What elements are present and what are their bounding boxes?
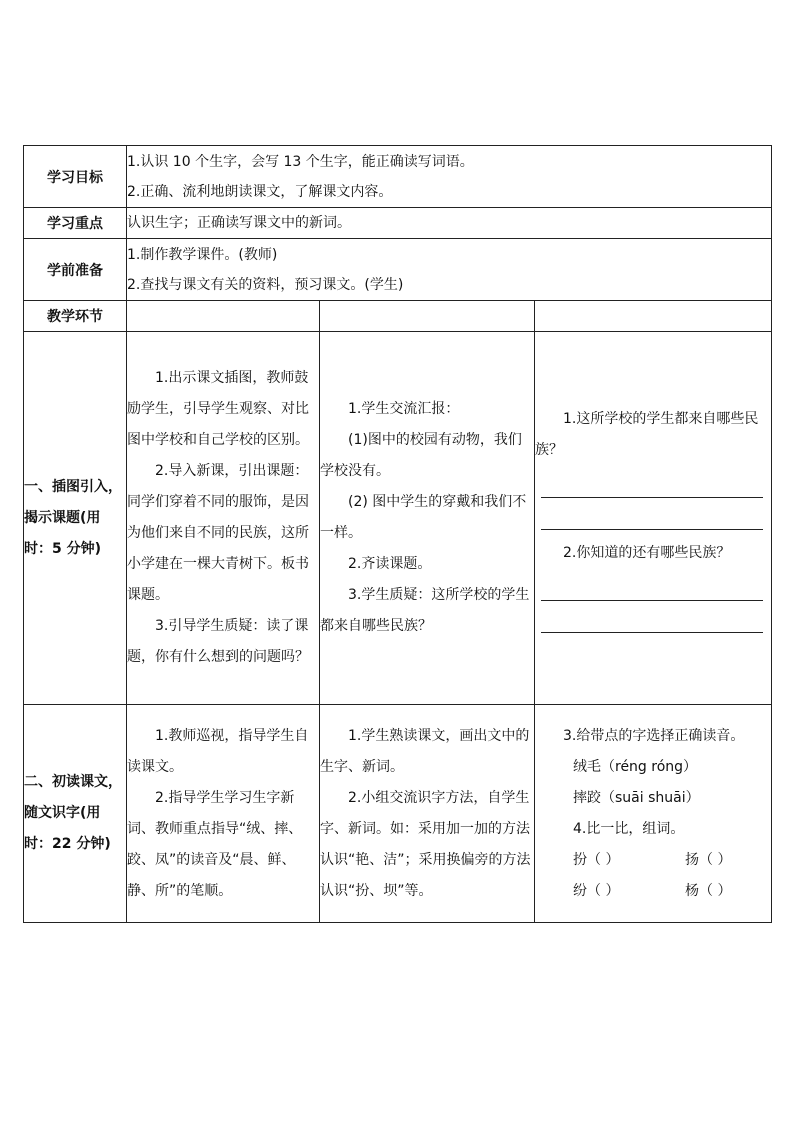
answer-line[interactable] <box>541 466 763 498</box>
row-learning-focus <box>24 208 772 239</box>
stages-header-teacher <box>127 301 320 332</box>
stage-1-exercise <box>535 332 772 705</box>
stage-1-student <box>320 332 535 705</box>
lesson-plan-table <box>23 145 772 923</box>
answer-line[interactable] <box>541 498 763 530</box>
prep-item-1: 1.制作教学课件。(教师) <box>127 246 278 263</box>
row-stage-1 <box>24 332 772 705</box>
stage-2-student-step-1: 1.学生熟读课文，画出文中的生字、新词。 <box>320 727 530 775</box>
answer-line[interactable] <box>541 601 763 633</box>
stage-1-teacher <box>127 332 320 705</box>
pinyin-choice-1: 绒毛（réng róng） <box>573 758 698 775</box>
prep-item-2: 2.查找与课文有关的资料，预习课文。(学生) <box>127 276 404 293</box>
stage-2-exercise <box>535 705 772 923</box>
stage-1-question-1: 1.这所学校的学生都来自哪些民族？ <box>535 410 759 458</box>
goal-item-2: 2.正确、流利地朗读课文，了解课文内容。 <box>127 183 393 200</box>
row-stage-2 <box>24 705 772 923</box>
row-preparation <box>24 239 772 301</box>
label-preparation: 学前准备 <box>24 239 127 301</box>
compare-item: 扬（ ） <box>685 851 732 868</box>
stage-1-student-step-1: 1.学生交流汇报： <box>348 401 460 417</box>
compare-item: 扮（ ） <box>573 851 620 868</box>
stage-1-teacher-step-3: 3.引导学生质疑：读了课题，你有什么想到的问题吗？ <box>127 618 309 665</box>
stage-2-teacher-step-2: 2.指导学生学习生字新词、教师重点指导“绒、摔、跤、凤”的读音及“晨、鲜、静、所”的笔顺。 <box>127 789 303 899</box>
pinyin-choice-2: 摔跤（suāi shuāi） <box>573 789 700 806</box>
stage-1-student-step-2: 2.齐读课题。 <box>348 556 432 572</box>
answer-line[interactable] <box>541 569 763 601</box>
stage-1-teacher-step-1: 1.出示课文插图，教师鼓励学生，引导学生观察、对比图中学校和自己学校的区别。 <box>127 370 309 448</box>
stage-1-student-step-3: 3.学生质疑：这所学校的学生都来自哪些民族？ <box>320 587 530 634</box>
stage-1-teacher-step-2: 2.导入新课，引出课题：同学们穿着不同的服饰，是因为他们来自不同的民族，这所小学建在一棵大青树下。板书课题。 <box>127 463 309 603</box>
compare-item: 杨（ ） <box>685 882 732 899</box>
goal-item-1: 1.认识 10 个生字，会写 13 个生字，能正确读写词语。 <box>127 153 474 170</box>
row-teaching-stages <box>24 301 772 332</box>
compare-pair-row <box>535 845 771 876</box>
learning-focus-text: 认识生字；正确读写课文中的新词。 <box>127 208 772 239</box>
stage-2-question-3: 3.给带点的字选择正确读音。 <box>563 727 745 744</box>
stage-1-label: 一、插图引入，揭示课题(用时：5 分钟) <box>24 332 127 705</box>
stage-2-label: 二、初读课文，随文识字(用时：22 分钟) <box>24 705 127 923</box>
stage-2-question-4: 4.比一比，组词。 <box>573 820 685 837</box>
stage-2-teacher <box>127 705 320 923</box>
stage-1-student-step-1b: (2) 图中学生的穿戴和我们不一样。 <box>320 494 527 541</box>
preparation-content <box>127 239 772 301</box>
compare-item: 纷（ ） <box>573 882 620 899</box>
stage-2-student <box>320 705 535 923</box>
label-learning-goals: 学习目标 <box>24 146 127 208</box>
stage-2-teacher-step-1: 1.教师巡视，指导学生自读课文。 <box>127 727 309 775</box>
stages-header-student <box>320 301 535 332</box>
label-teaching-stages: 教学环节 <box>24 301 127 332</box>
stage-2-student-step-2: 2.小组交流识字方法，自学生字、新词。如：采用加一加的方法认识“艳、洁”；采用换偏旁的方法认识“扮、坝”等。 <box>320 789 531 899</box>
row-learning-goals <box>24 146 772 208</box>
stage-1-student-step-1a: (1)图中的校园有动物，我们学校没有。 <box>320 432 522 479</box>
label-learning-focus: 学习重点 <box>24 208 127 239</box>
stage-1-question-2: 2.你知道的还有哪些民族？ <box>563 544 731 561</box>
learning-goals-content <box>127 146 772 208</box>
stages-header-exercise <box>535 301 772 332</box>
compare-pair-row <box>535 876 771 907</box>
